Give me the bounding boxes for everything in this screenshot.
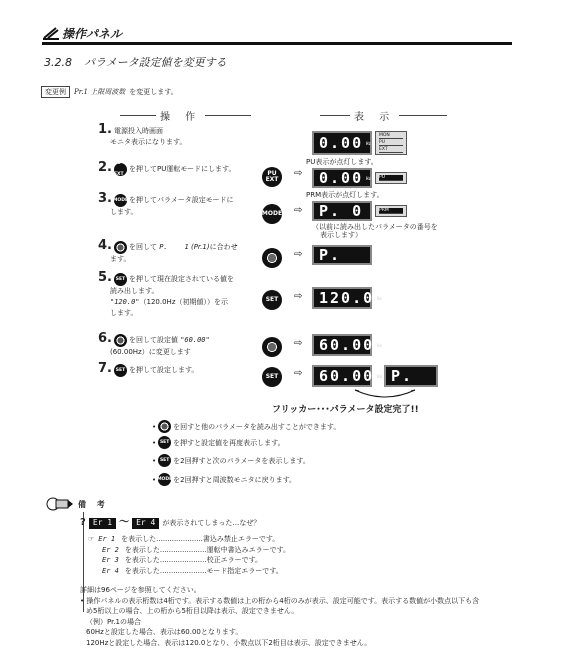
display-3: P. 0 bbox=[312, 201, 372, 221]
setting-dial-icon bbox=[262, 248, 282, 268]
display-5: 120.0 Hz bbox=[312, 287, 372, 309]
remarks-body: 詳細は96ページを参照してください。 • 操作パネルの表示桁数は4桁です。表示する数値は上の桁から4桁のみが表示、設定可能です。表示する数値が小数点以下も含 め5桁以上の場合、上の桁から5桁目以降は表示、設定できません。 （例）Pr.1の場合 60Hzと設定した場合、表示は60.00となります。 120Hzと設定した場合、表示は120.0となり、小数点以下2桁目は表示、設定できません。 bbox=[80, 586, 480, 647]
set-button-icon: SET bbox=[158, 436, 171, 449]
set-button-icon: SET bbox=[114, 364, 127, 377]
display-1: 0.00 Hz bbox=[312, 131, 372, 155]
step-2: 2. PU EXTを押してPU運転モードにします。 bbox=[98, 160, 236, 177]
operation-column-header: 操 作 bbox=[120, 108, 251, 123]
display-2-note: PU表示が点灯します。 bbox=[306, 158, 378, 166]
set-key-icon: SET bbox=[262, 290, 282, 310]
list-item: Er 2 を表示した.....................運転中書込みエラーです。 bbox=[102, 545, 291, 554]
mode-button-icon: MODE bbox=[114, 194, 127, 207]
example-line: 変更例 Pr.1 上限周波数 を変更します。 bbox=[41, 86, 178, 98]
list-item: ☞ Er 1 を表示した.....................書込み禁止エラーです。 bbox=[88, 535, 280, 543]
set-button-icon: SET bbox=[114, 273, 127, 286]
mode-button-icon: MODE bbox=[158, 473, 171, 486]
tip-3: • SET を2回押すと次のパラメータを表示します。 bbox=[152, 454, 310, 467]
tip-1: • を回すと他のパラメータを読み出すことができます。 bbox=[152, 420, 340, 433]
pu-ext-key-icon: PU EXT bbox=[262, 167, 282, 187]
pencil-icon bbox=[46, 497, 74, 511]
setting-dial-icon bbox=[262, 337, 282, 357]
setting-dial-icon bbox=[114, 241, 127, 254]
display-3-note-detail: （以前に読み出したパラメータの番号を 表示します） bbox=[312, 223, 438, 239]
mode-key-icon: MODE bbox=[262, 204, 282, 224]
arrow-icon: ⇨ bbox=[294, 338, 303, 349]
flicker-caption: フリッカー･･･パラメータ設定完了!! bbox=[272, 405, 419, 415]
display-4: P. 1 bbox=[312, 245, 372, 265]
tip-4: • MODE を2回押すと周波数モニタに戻ります。 bbox=[152, 473, 296, 486]
arrow-icon: ⇨ bbox=[294, 368, 303, 379]
setting-dial-icon bbox=[158, 420, 171, 433]
arrow-icon: ⇨ bbox=[294, 249, 303, 260]
remarks-title: 備 考 bbox=[78, 500, 109, 509]
header-icon bbox=[42, 26, 60, 40]
set-button-icon: SET bbox=[158, 454, 171, 467]
set-key-icon: SET bbox=[262, 367, 282, 387]
display-3-note: PRM表示が点灯します。 bbox=[306, 191, 384, 199]
section-title: 3.2.8 パラメータ設定値を変更する bbox=[44, 56, 227, 69]
list-item: Er 3 を表示した.....................校正エラーです。 bbox=[102, 556, 263, 564]
example-param: Pr.1 上限周波数 bbox=[74, 88, 126, 96]
example-tag: 変更例 bbox=[41, 86, 70, 98]
error-list bbox=[88, 534, 290, 576]
header-rule bbox=[42, 42, 512, 45]
remarks-question: ? Er 1 ～ Er 4 が表示されてしまった…なぜ？ bbox=[80, 517, 261, 528]
step-5: 5. SET を押して現在設定されている値を 読み出します。 "120.0"（120.0Hz（初期値））を示 します。 bbox=[98, 270, 234, 317]
tip-2: • SET を押すと設定値を再度表示します。 bbox=[152, 436, 285, 449]
indicator-panel-1: MON PU EXT bbox=[375, 131, 407, 155]
arrow-icon: ⇨ bbox=[294, 205, 303, 216]
display-column-header: 表 示 bbox=[320, 108, 447, 123]
header-title: 操作パネル bbox=[62, 27, 123, 41]
flicker-arrows-icon bbox=[350, 388, 420, 400]
display-7b: P. 1 bbox=[384, 365, 438, 387]
arrow-icon: ⇨ bbox=[294, 168, 303, 179]
step-7: 7. SET を押して設定します。 bbox=[98, 361, 199, 376]
step-1: 1. 電源投入時画面 モニタ表示になります。 bbox=[98, 122, 187, 146]
list-item: Er 4 を表示した.....................モード指定エラーです。 bbox=[102, 566, 283, 575]
display-7a: 60.00 Hz bbox=[312, 365, 372, 387]
step-3: 3.MODEを押してパラメータ設定モードに します。 bbox=[98, 191, 234, 216]
indicator-panel-2: PU bbox=[375, 172, 407, 184]
pu-ext-button-icon: PU EXT bbox=[114, 163, 127, 176]
step-4: 4. を回して P. 1 (Pr.1)に合わせ ます。 bbox=[98, 238, 238, 263]
setting-dial-icon bbox=[114, 334, 127, 347]
display-6: 60.00 Hz bbox=[312, 334, 372, 356]
indicator-panel-3: PRM bbox=[375, 205, 407, 217]
display-2: 0.00 Hz bbox=[312, 168, 372, 188]
arrow-icon: ⇨ bbox=[294, 291, 303, 302]
step-6: 6. を回して設定値 "60.00" (60.00Hz）に変更します bbox=[98, 331, 210, 356]
